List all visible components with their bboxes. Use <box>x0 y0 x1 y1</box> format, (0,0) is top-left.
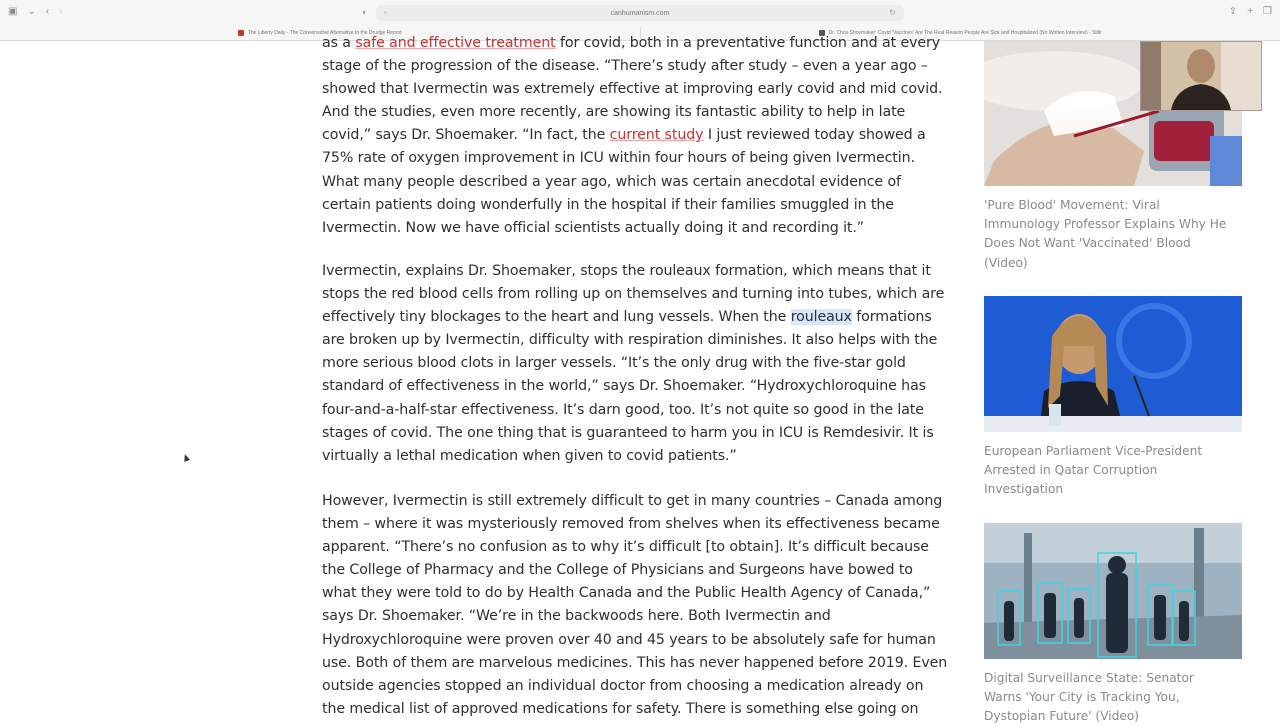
article-line: stages of covid. The one thing that is guaranteed to harm you in ICU is Remdesivir. It is <box>322 422 944 445</box>
article-line: Hydroxychloroquine were proven over 40 and 45 years to be absolutely safe for human <box>322 629 947 652</box>
article-line: virtually a lethal medication when given to covid patients.” <box>322 445 944 468</box>
paragraph-2 <box>322 260 944 468</box>
article-line: stage of the progression of the disease. “There’s study after study – even a year ago – <box>322 55 942 78</box>
title-line: European Parliament Vice-President <box>984 442 1242 461</box>
article-line: However, Ivermectin is still extremely difficult to get in many countries – Canada among <box>322 490 947 513</box>
article-line <box>322 32 942 55</box>
article-line: Ivermectin. Now we have official scientists actually doing it and recording it.” <box>322 217 942 240</box>
article-line: 75% rate of oxygen improvement in ICU within four hours of being given Ivermectin. <box>322 147 942 170</box>
article-line <box>322 124 942 147</box>
title-line: 'Pure Blood' Movement: Viral <box>984 196 1242 215</box>
article-line: use. Both of them are marvelous medicines. This has never happened before 2019. Even <box>322 652 947 675</box>
title-line: (Video) <box>984 254 1242 273</box>
article-line: the College of Pharmacy and the College of Physicians and Surgeons have bowed to <box>322 559 947 582</box>
reload-icon[interactable]: ↻ <box>889 8 896 17</box>
title-line: Warns 'Your City is Tracking You, <box>984 688 1242 707</box>
share-icon[interactable]: ⇪ <box>1229 6 1237 17</box>
address-bar[interactable] <box>376 5 904 21</box>
sidebar-toggle-icon[interactable]: ▣ <box>8 6 17 17</box>
text-span: as a <box>322 35 355 51</box>
text-span: effectively tiny blockages to the heart and lung vessels. When the <box>322 309 791 325</box>
webcam-overlay <box>1140 41 1262 111</box>
selected-text[interactable]: rouleaux <box>791 309 852 325</box>
article-line <box>322 306 944 329</box>
mouse-cursor <box>182 453 190 462</box>
crowd-surveillance-photo <box>984 523 1242 659</box>
article-line: says Dr. Shoemaker. “We’re in the backwoods here. Both Ivermectin and <box>322 605 947 628</box>
article-line: showed that Ivermectin was extremely effective at improving early covid and mid covid. <box>322 78 942 101</box>
article-line: What many people described a year ago, which was certain anecdotal evidence of <box>322 171 942 194</box>
browser-toolbar <box>0 0 1280 26</box>
article-line: Ivermectin, explains Dr. Shoemaker, stops the rouleaux formation, which means that it <box>322 260 944 283</box>
title-line: Investigation <box>984 480 1242 499</box>
privacy-shield-icon[interactable]: ◐ <box>362 7 367 17</box>
article-line: are broken up by Ivermectin, difficulty with respiration diminishes. It also helps with the <box>322 329 944 352</box>
article-line: the medical list of approved medications for safety. There is something else going on <box>322 698 947 721</box>
safe-effective-treatment-link[interactable]: safe and effective treatment <box>355 35 555 51</box>
paragraph-3 <box>322 490 947 721</box>
article-line: certain patients doing wonderfully in the hospital if their families smuggled in the <box>322 194 942 217</box>
favicon-icon <box>238 30 244 36</box>
current-study-link[interactable]: current study <box>610 127 704 143</box>
article-line: them – where it was mysteriously removed from shelves when its effectiveness became <box>322 513 947 536</box>
related-article-image-eu-parliament[interactable] <box>984 296 1242 432</box>
text-span: for covid, both in a preventative function and at every <box>556 35 940 51</box>
tabs-overview-icon[interactable]: ❐ <box>1263 6 1272 17</box>
title-line: Dystopian Future' (Video) <box>984 707 1242 726</box>
title-line: Immunology Professor Explains Why He <box>984 215 1242 234</box>
text-span: I just reviewed today showed a <box>703 127 925 143</box>
press-conference-photo <box>984 296 1242 432</box>
text-span: formations <box>852 309 932 325</box>
article-line: standard of effectiveness in the world,” says Dr. Shoemaker. “Hydroxychloroquine has <box>322 375 944 398</box>
article-line: And the studies, even more recently, are showing its fantastic ability to help in late <box>322 101 942 124</box>
related-article-title[interactable] <box>984 442 1242 500</box>
article-line: more serious blood clots in larger vessels. “It’s the only drug with the five-star gold <box>322 352 944 375</box>
related-article-image-surveillance[interactable] <box>984 523 1242 659</box>
related-article-title[interactable] <box>984 669 1242 727</box>
toolbar-left <box>8 6 63 17</box>
tab-label: Dr. Chris Shoemaker: Covid 'Vaccines' Are The Real Reason People Are Sick and Hospitalized (No Written Interview) - Stillr <box>829 30 1102 36</box>
related-article-title[interactable] <box>984 196 1242 273</box>
chevron-down-icon[interactable]: ⌄ <box>27 6 35 17</box>
text-span: covid,” says Dr. Shoemaker. “In fact, the <box>322 127 610 143</box>
paragraph-1 <box>322 32 942 240</box>
article-line: stops the red blood cells from rolling up on themselves and turning into tubes, which are <box>322 283 944 306</box>
forward-arrow-icon[interactable]: › <box>59 6 62 17</box>
page-icon: ▫ <box>384 8 387 17</box>
back-arrow-icon[interactable]: ‹ <box>46 6 49 17</box>
plus-icon[interactable]: + <box>1247 6 1253 17</box>
address-bar-url: canhumanism.com <box>611 10 670 17</box>
title-line: Does Not Want 'Vaccinated' Blood <box>984 234 1242 253</box>
article-line: outside agencies stopped an individual doctor from choosing a medication already on <box>322 675 947 698</box>
toolbar-right <box>1229 6 1272 17</box>
title-line: Digital Surveillance State: Senator <box>984 669 1242 688</box>
article-line: four-and-a-half-star effectiveness. It’s darn good, too. It’s not quite so good in the late <box>322 399 944 422</box>
tab-label: The Liberty Daily - The Conservative Alternative to the Drudge Report <box>248 30 402 36</box>
presenter-video <box>1141 42 1261 110</box>
article-line: what they were told to do by Health Canada and the Public Health Agency of Canada,” <box>322 582 947 605</box>
article-line: apparent. “There’s no confusion as to why it’s difficult [to obtain]. It’s difficult because <box>322 536 947 559</box>
title-line: Arrested in Qatar Corruption <box>984 461 1242 480</box>
